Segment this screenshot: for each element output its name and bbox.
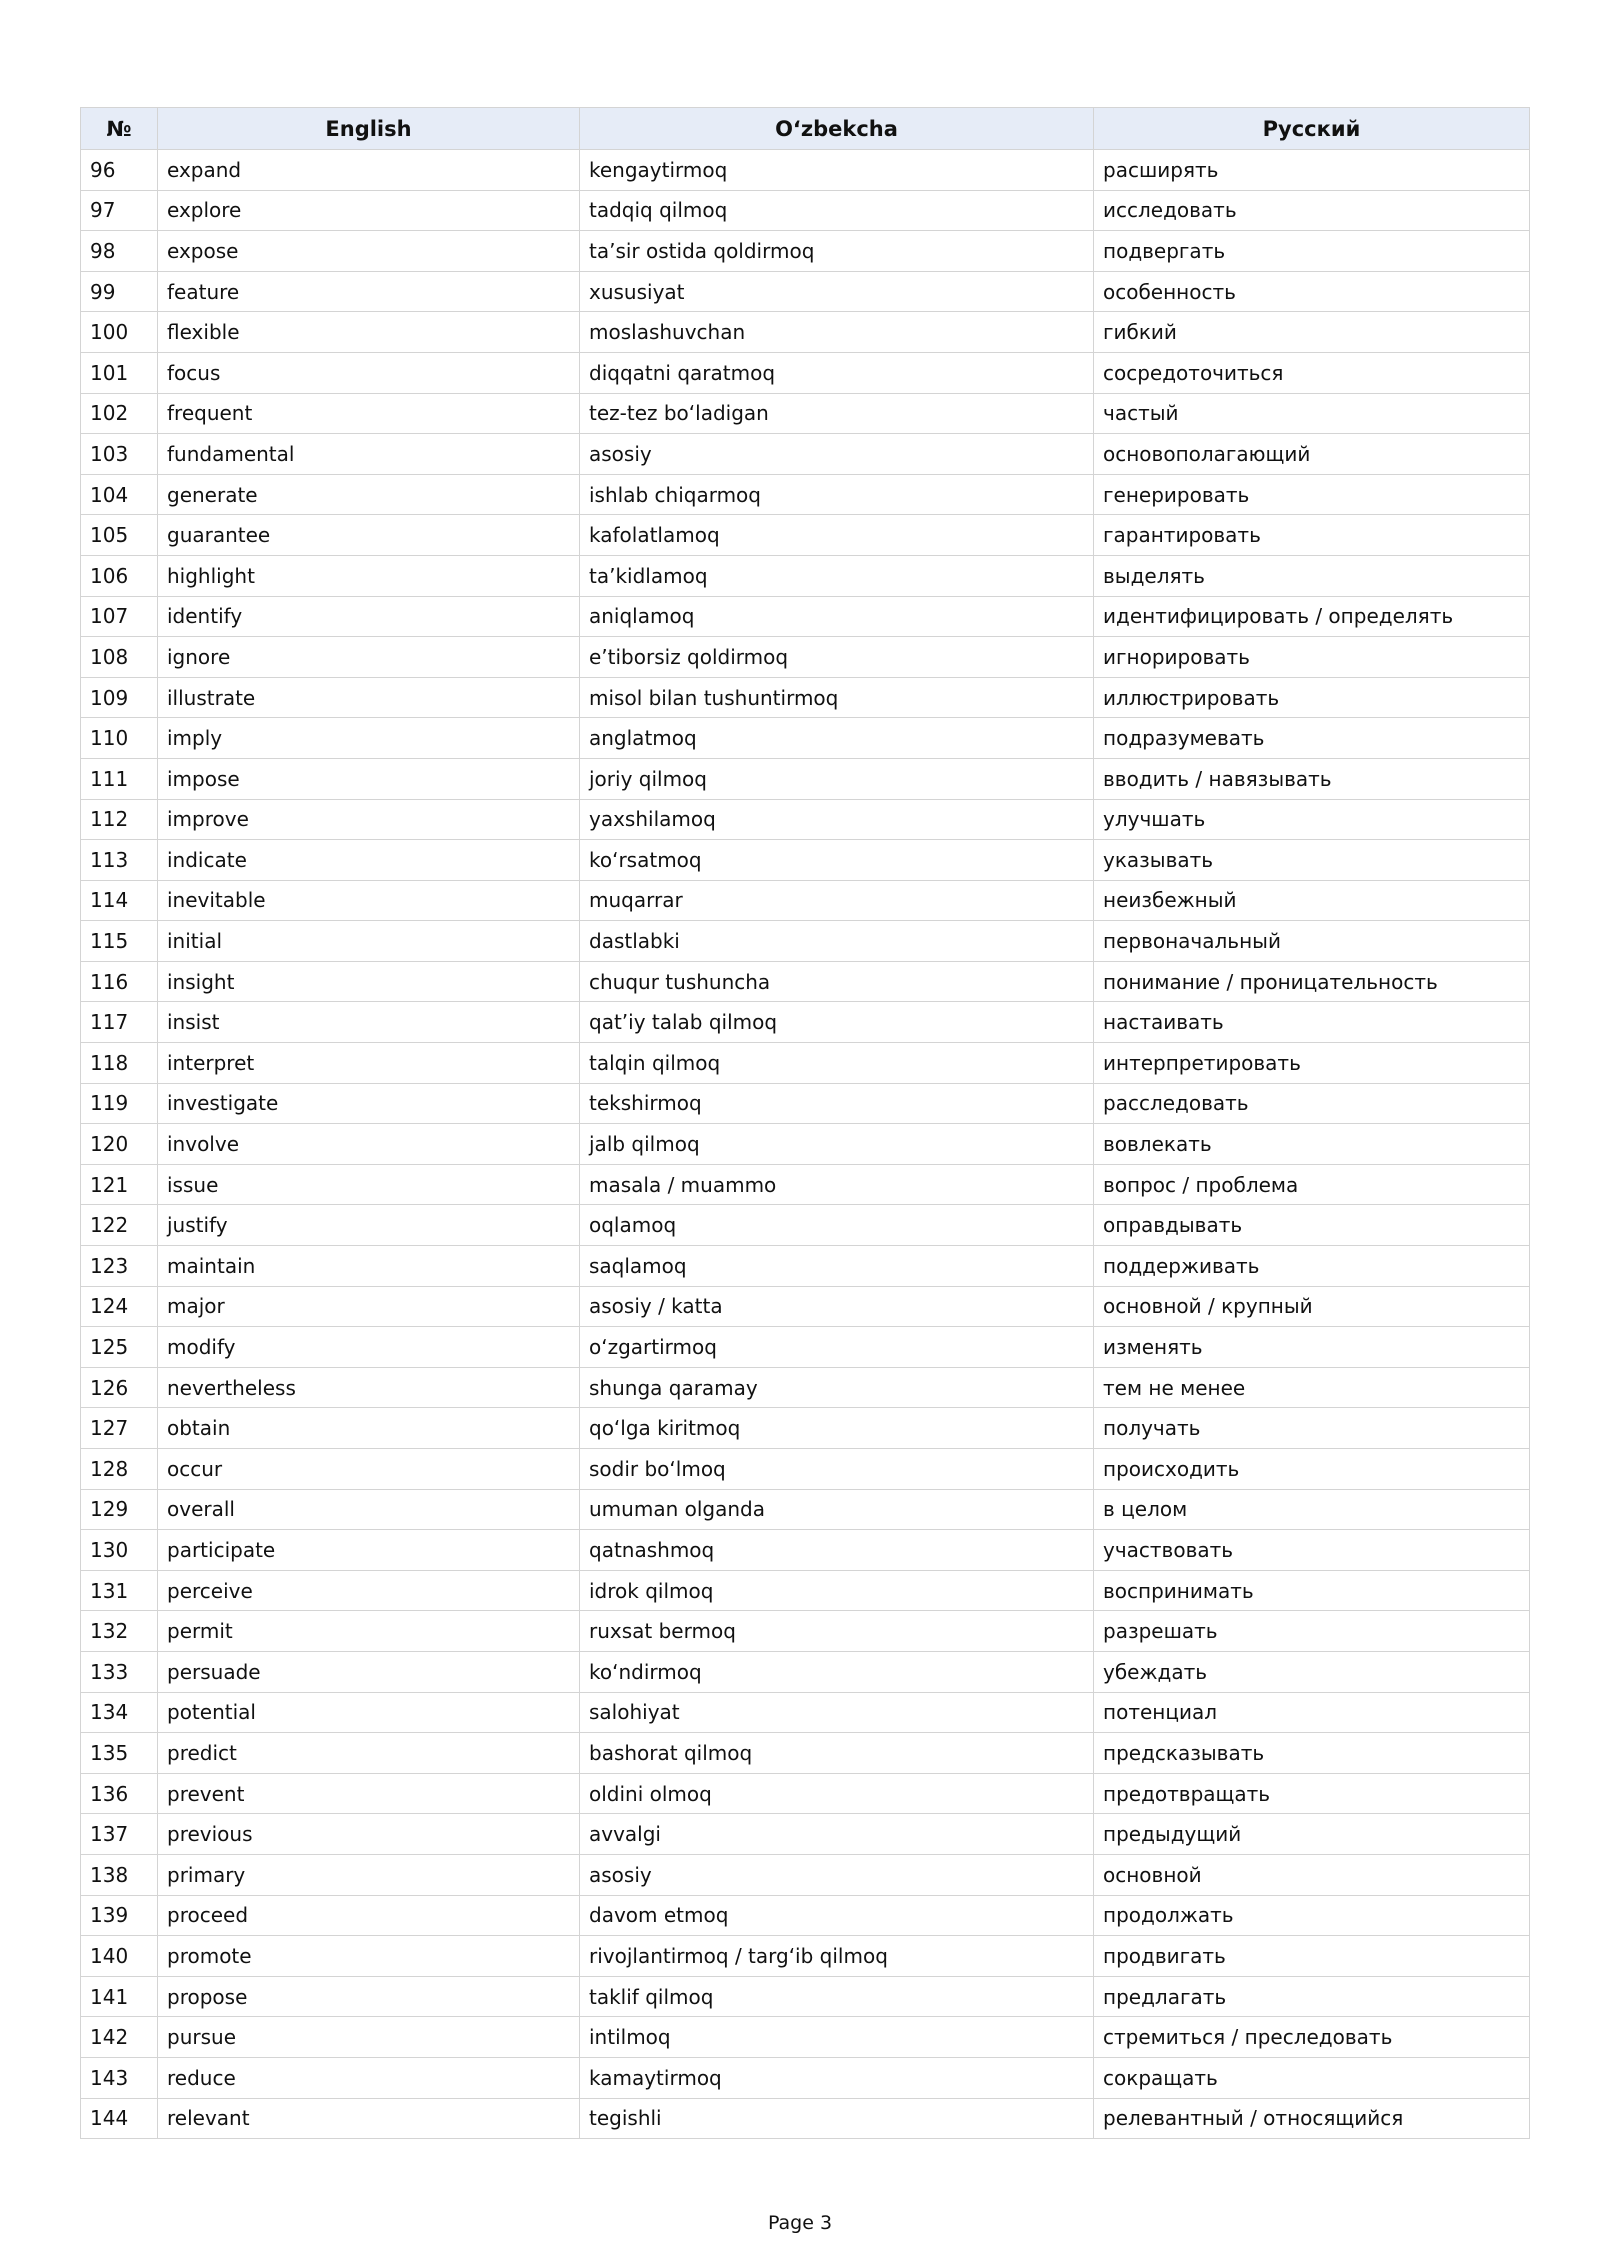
cell-number: 100 — [81, 312, 158, 353]
table-row — [81, 1043, 1530, 1084]
cell-number: 144 — [81, 2098, 158, 2139]
cell-uzbek: kengaytirmoq — [580, 150, 1094, 191]
cell-russian: продолжать — [1094, 1895, 1530, 1936]
table-row — [81, 1570, 1530, 1611]
cell-russian: идентифицировать / определять — [1094, 596, 1530, 637]
cell-uzbek: asosiy — [580, 434, 1094, 475]
cell-english: generate — [158, 474, 580, 515]
cell-number: 136 — [81, 1773, 158, 1814]
cell-number: 109 — [81, 677, 158, 718]
cell-number: 103 — [81, 434, 158, 475]
cell-english: potential — [158, 1692, 580, 1733]
table-row — [81, 961, 1530, 1002]
cell-number: 121 — [81, 1164, 158, 1205]
cell-russian: стремиться / преследовать — [1094, 2017, 1530, 2058]
cell-number: 137 — [81, 1814, 158, 1855]
table-row — [81, 1773, 1530, 1814]
cell-number: 114 — [81, 880, 158, 921]
cell-russian: вовлекать — [1094, 1124, 1530, 1165]
table-row — [81, 1002, 1530, 1043]
table-row — [81, 1327, 1530, 1368]
table-row — [81, 312, 1530, 353]
cell-uzbek: misol bilan tushuntirmoq — [580, 677, 1094, 718]
cell-english: maintain — [158, 1246, 580, 1287]
cell-english: illustrate — [158, 677, 580, 718]
cell-russian: происходить — [1094, 1449, 1530, 1490]
cell-number: 138 — [81, 1854, 158, 1895]
table-row — [81, 1651, 1530, 1692]
table-row — [81, 1895, 1530, 1936]
cell-english: promote — [158, 1936, 580, 1977]
cell-russian: настаивать — [1094, 1002, 1530, 1043]
cell-number: 110 — [81, 718, 158, 759]
cell-russian: основополагающий — [1094, 434, 1530, 475]
cell-russian: сосредоточиться — [1094, 352, 1530, 393]
cell-number: 127 — [81, 1408, 158, 1449]
cell-uzbek: saqlamoq — [580, 1246, 1094, 1287]
cell-number: 142 — [81, 2017, 158, 2058]
cell-russian: релевантный / относящийся — [1094, 2098, 1530, 2139]
cell-english: relevant — [158, 2098, 580, 2139]
cell-number: 125 — [81, 1327, 158, 1368]
cell-uzbek: kamaytirmoq — [580, 2057, 1094, 2098]
cell-uzbek: diqqatni qaratmoq — [580, 352, 1094, 393]
header-english: English — [158, 108, 580, 150]
table-row — [81, 1205, 1530, 1246]
cell-uzbek: jalb qilmoq — [580, 1124, 1094, 1165]
cell-russian: предлагать — [1094, 1976, 1530, 2017]
cell-uzbek: asosiy — [580, 1854, 1094, 1895]
cell-english: improve — [158, 799, 580, 840]
table-row — [81, 677, 1530, 718]
table-row — [81, 921, 1530, 962]
cell-russian: оправдывать — [1094, 1205, 1530, 1246]
cell-uzbek: qat’iy talab qilmoq — [580, 1002, 1094, 1043]
cell-russian: убеждать — [1094, 1651, 1530, 1692]
table-row — [81, 2098, 1530, 2139]
cell-number: 123 — [81, 1246, 158, 1287]
cell-russian: интерпретировать — [1094, 1043, 1530, 1084]
vocabulary-table-container — [80, 107, 1529, 2139]
cell-english: modify — [158, 1327, 580, 1368]
cell-english: investigate — [158, 1083, 580, 1124]
table-row — [81, 150, 1530, 191]
table-row — [81, 1854, 1530, 1895]
cell-uzbek: yaxshilamoq — [580, 799, 1094, 840]
table-row — [81, 880, 1530, 921]
cell-uzbek: ruxsat bermoq — [580, 1611, 1094, 1652]
cell-uzbek: xususiyat — [580, 271, 1094, 312]
cell-uzbek: avvalgi — [580, 1814, 1094, 1855]
cell-number: 117 — [81, 1002, 158, 1043]
table-row — [81, 555, 1530, 596]
table-row — [81, 1408, 1530, 1449]
table-row — [81, 1449, 1530, 1490]
table-row — [81, 1489, 1530, 1530]
cell-uzbek: ta’sir ostida qoldirmoq — [580, 231, 1094, 272]
cell-russian: первоначальный — [1094, 921, 1530, 962]
cell-number: 130 — [81, 1530, 158, 1571]
cell-uzbek: qatnashmoq — [580, 1530, 1094, 1571]
cell-russian: частый — [1094, 393, 1530, 434]
table-row — [81, 840, 1530, 881]
cell-number: 119 — [81, 1083, 158, 1124]
cell-english: initial — [158, 921, 580, 962]
cell-russian: продвигать — [1094, 1936, 1530, 1977]
cell-uzbek: tegishli — [580, 2098, 1094, 2139]
cell-english: nevertheless — [158, 1367, 580, 1408]
cell-number: 124 — [81, 1286, 158, 1327]
cell-number: 106 — [81, 555, 158, 596]
cell-english: participate — [158, 1530, 580, 1571]
cell-number: 133 — [81, 1651, 158, 1692]
cell-uzbek: intilmoq — [580, 2017, 1094, 2058]
cell-number: 140 — [81, 1936, 158, 1977]
cell-russian: участвовать — [1094, 1530, 1530, 1571]
cell-english: ignore — [158, 637, 580, 678]
cell-russian: вопрос / проблема — [1094, 1164, 1530, 1205]
cell-english: impose — [158, 758, 580, 799]
cell-number: 122 — [81, 1205, 158, 1246]
table-row — [81, 1692, 1530, 1733]
cell-russian: генерировать — [1094, 474, 1530, 515]
table-row — [81, 799, 1530, 840]
cell-number: 128 — [81, 1449, 158, 1490]
cell-number: 132 — [81, 1611, 158, 1652]
cell-english: insist — [158, 1002, 580, 1043]
cell-russian: указывать — [1094, 840, 1530, 881]
cell-uzbek: sodir bo‘lmoq — [580, 1449, 1094, 1490]
cell-russian: потенциал — [1094, 1692, 1530, 1733]
table-row — [81, 1530, 1530, 1571]
table-row — [81, 393, 1530, 434]
cell-uzbek: tadqiq qilmoq — [580, 190, 1094, 231]
cell-number: 135 — [81, 1733, 158, 1774]
cell-english: involve — [158, 1124, 580, 1165]
header-number: № — [81, 108, 158, 150]
cell-russian: воспринимать — [1094, 1570, 1530, 1611]
cell-number: 141 — [81, 1976, 158, 2017]
cell-uzbek: chuqur tushuncha — [580, 961, 1094, 1002]
cell-russian: улучшать — [1094, 799, 1530, 840]
cell-english: perceive — [158, 1570, 580, 1611]
cell-uzbek: asosiy / katta — [580, 1286, 1094, 1327]
cell-english: highlight — [158, 555, 580, 596]
table-body — [81, 150, 1530, 2139]
cell-english: pursue — [158, 2017, 580, 2058]
cell-english: major — [158, 1286, 580, 1327]
page-number: Page 3 — [767, 2212, 833, 2234]
cell-english: occur — [158, 1449, 580, 1490]
table-row — [81, 271, 1530, 312]
cell-number: 112 — [81, 799, 158, 840]
cell-uzbek: qo‘lga kiritmoq — [580, 1408, 1094, 1449]
cell-uzbek: ishlab chiqarmoq — [580, 474, 1094, 515]
table-row — [81, 637, 1530, 678]
table-row — [81, 1164, 1530, 1205]
header-row — [81, 108, 1530, 150]
cell-russian: разрешать — [1094, 1611, 1530, 1652]
cell-russian: предсказывать — [1094, 1733, 1530, 1774]
cell-russian: исследовать — [1094, 190, 1530, 231]
table-row — [81, 190, 1530, 231]
table-row — [81, 1814, 1530, 1855]
cell-uzbek: moslashuvchan — [580, 312, 1094, 353]
cell-uzbek: idrok qilmoq — [580, 1570, 1094, 1611]
cell-russian: неизбежный — [1094, 880, 1530, 921]
cell-number: 102 — [81, 393, 158, 434]
cell-uzbek: umuman olganda — [580, 1489, 1094, 1530]
cell-uzbek: e’tiborsiz qoldirmoq — [580, 637, 1094, 678]
cell-english: insight — [158, 961, 580, 1002]
cell-number: 134 — [81, 1692, 158, 1733]
cell-english: predict — [158, 1733, 580, 1774]
cell-english: issue — [158, 1164, 580, 1205]
cell-uzbek: salohiyat — [580, 1692, 1094, 1733]
table-row — [81, 2057, 1530, 2098]
cell-number: 97 — [81, 190, 158, 231]
table-row — [81, 2017, 1530, 2058]
cell-russian: вводить / навязывать — [1094, 758, 1530, 799]
cell-english: previous — [158, 1814, 580, 1855]
table-row — [81, 1124, 1530, 1165]
cell-english: persuade — [158, 1651, 580, 1692]
cell-uzbek: tekshirmoq — [580, 1083, 1094, 1124]
cell-uzbek: o‘zgartirmoq — [580, 1327, 1094, 1368]
cell-uzbek: rivojlantirmoq / targ‘ib qilmoq — [580, 1936, 1094, 1977]
header-russian: Русский — [1094, 108, 1530, 150]
cell-uzbek: tez-tez bo‘ladigan — [580, 393, 1094, 434]
cell-russian: сокращать — [1094, 2057, 1530, 2098]
cell-english: obtain — [158, 1408, 580, 1449]
cell-uzbek: taklif qilmoq — [580, 1976, 1094, 2017]
table-row — [81, 1367, 1530, 1408]
cell-russian: особенность — [1094, 271, 1530, 312]
cell-english: overall — [158, 1489, 580, 1530]
cell-uzbek: shunga qaramay — [580, 1367, 1094, 1408]
cell-uzbek: bashorat qilmoq — [580, 1733, 1094, 1774]
cell-uzbek: masala / muammo — [580, 1164, 1094, 1205]
cell-number: 111 — [81, 758, 158, 799]
cell-english: focus — [158, 352, 580, 393]
cell-number: 99 — [81, 271, 158, 312]
table-row — [81, 1733, 1530, 1774]
cell-uzbek: muqarrar — [580, 880, 1094, 921]
cell-russian: гибкий — [1094, 312, 1530, 353]
cell-number: 113 — [81, 840, 158, 881]
cell-uzbek: joriy qilmoq — [580, 758, 1094, 799]
cell-russian: иллюстрировать — [1094, 677, 1530, 718]
cell-number: 118 — [81, 1043, 158, 1084]
table-row — [81, 1976, 1530, 2017]
cell-number: 131 — [81, 1570, 158, 1611]
cell-english: inevitable — [158, 880, 580, 921]
cell-russian: тем не менее — [1094, 1367, 1530, 1408]
cell-english: feature — [158, 271, 580, 312]
cell-number: 96 — [81, 150, 158, 191]
cell-number: 126 — [81, 1367, 158, 1408]
cell-number: 104 — [81, 474, 158, 515]
cell-english: identify — [158, 596, 580, 637]
table-row — [81, 596, 1530, 637]
cell-english: indicate — [158, 840, 580, 881]
cell-number: 143 — [81, 2057, 158, 2098]
header-uzbek: O‘zbekcha — [580, 108, 1094, 150]
cell-russian: расширять — [1094, 150, 1530, 191]
cell-uzbek: oqlamoq — [580, 1205, 1094, 1246]
table-row — [81, 1611, 1530, 1652]
cell-uzbek: talqin qilmoq — [580, 1043, 1094, 1084]
cell-english: expand — [158, 150, 580, 191]
cell-number: 129 — [81, 1489, 158, 1530]
cell-russian: подразумевать — [1094, 718, 1530, 759]
cell-uzbek: aniqlamoq — [580, 596, 1094, 637]
table-row — [81, 515, 1530, 556]
cell-number: 98 — [81, 231, 158, 272]
cell-uzbek: ta’kidlamoq — [580, 555, 1094, 596]
table-row — [81, 352, 1530, 393]
cell-number: 115 — [81, 921, 158, 962]
cell-russian: расследовать — [1094, 1083, 1530, 1124]
cell-russian: поддерживать — [1094, 1246, 1530, 1287]
cell-number: 139 — [81, 1895, 158, 1936]
cell-uzbek: dastlabki — [580, 921, 1094, 962]
cell-english: expose — [158, 231, 580, 272]
cell-number: 116 — [81, 961, 158, 1002]
cell-uzbek: oldini olmoq — [580, 1773, 1094, 1814]
cell-uzbek: anglatmoq — [580, 718, 1094, 759]
cell-uzbek: ko‘rsatmoq — [580, 840, 1094, 881]
cell-english: flexible — [158, 312, 580, 353]
cell-uzbek: davom etmoq — [580, 1895, 1094, 1936]
table-row — [81, 1286, 1530, 1327]
cell-russian: основной — [1094, 1854, 1530, 1895]
cell-number: 108 — [81, 637, 158, 678]
cell-russian: получать — [1094, 1408, 1530, 1449]
cell-number: 107 — [81, 596, 158, 637]
cell-uzbek: kafolatlamoq — [580, 515, 1094, 556]
cell-russian: изменять — [1094, 1327, 1530, 1368]
cell-russian: выделять — [1094, 555, 1530, 596]
cell-english: prevent — [158, 1773, 580, 1814]
cell-english: propose — [158, 1976, 580, 2017]
cell-russian: гарантировать — [1094, 515, 1530, 556]
cell-number: 120 — [81, 1124, 158, 1165]
cell-russian: подвергать — [1094, 231, 1530, 272]
vocabulary-table — [80, 107, 1530, 2139]
cell-english: interpret — [158, 1043, 580, 1084]
table-row — [81, 1936, 1530, 1977]
cell-number: 105 — [81, 515, 158, 556]
cell-english: fundamental — [158, 434, 580, 475]
cell-english: justify — [158, 1205, 580, 1246]
cell-russian: в целом — [1094, 1489, 1530, 1530]
table-row — [81, 758, 1530, 799]
cell-russian: основной / крупный — [1094, 1286, 1530, 1327]
table-row — [81, 434, 1530, 475]
cell-english: permit — [158, 1611, 580, 1652]
cell-russian: игнорировать — [1094, 637, 1530, 678]
table-row — [81, 718, 1530, 759]
cell-uzbek: ko‘ndirmoq — [580, 1651, 1094, 1692]
cell-russian: понимание / проницательность — [1094, 961, 1530, 1002]
cell-russian: предыдущий — [1094, 1814, 1530, 1855]
table-row — [81, 1083, 1530, 1124]
cell-english: frequent — [158, 393, 580, 434]
cell-english: primary — [158, 1854, 580, 1895]
cell-number: 101 — [81, 352, 158, 393]
cell-english: guarantee — [158, 515, 580, 556]
cell-english: explore — [158, 190, 580, 231]
cell-english: proceed — [158, 1895, 580, 1936]
cell-english: reduce — [158, 2057, 580, 2098]
cell-russian: предотвращать — [1094, 1773, 1530, 1814]
table-header — [81, 108, 1530, 150]
table-row — [81, 474, 1530, 515]
cell-english: imply — [158, 718, 580, 759]
table-row — [81, 1246, 1530, 1287]
table-row — [81, 231, 1530, 272]
